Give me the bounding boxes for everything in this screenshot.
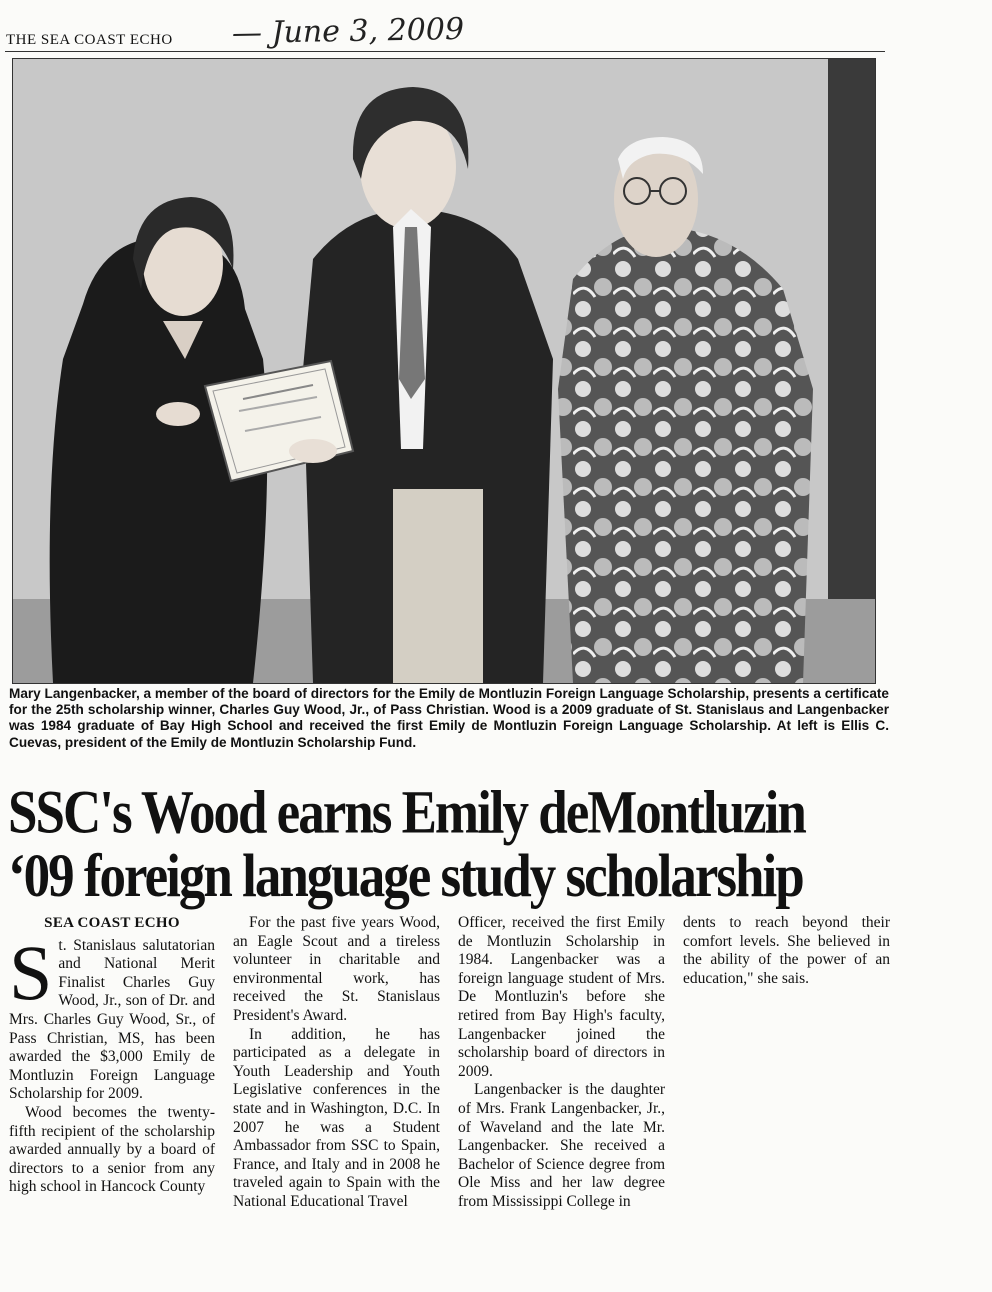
byline: SEA COAST ECHO <box>44 915 180 931</box>
article-column-4 <box>683 914 890 988</box>
drop-cap: S <box>9 928 53 1016</box>
paragraph: dents to reach beyond their comfort levels. She believed in the ability of the power of an education," she sais. <box>683 914 890 987</box>
news-photo <box>12 58 876 684</box>
headline-line-2: ‘09 foreign language study scholarship <box>8 842 803 910</box>
door-frame <box>828 59 875 683</box>
article-column-3 <box>458 914 665 1212</box>
paragraph: In addition, he has participated as a delegate in Youth Leadership and Youth Legislative conferences in the state and in Washington, D.C. In 2007 he was a Student Ambassador from SSC to Spain, France, and Italy and in 2008 he traveled again to Spain with the National Educational Travel <box>233 1025 440 1210</box>
article-column-2 <box>233 914 440 1212</box>
handwritten-date: — June 3, 2009 <box>231 11 465 52</box>
paragraph: Wood becomes the twenty-fifth recipient of the scholarship awarded annually by a board of directors to a senior from any high school in Hancock County <box>9 1103 215 1196</box>
photo-caption: Mary Langenbacker, a member of the board of directors for the Emily de Montluzin Foreign Language Scholarship, presents a certificate for the 25th scholarship winner, Charles Guy Wood, Jr., of Pass Christian. Wood is a 2009 graduate of St. Stanislaus and Langenbacker was 1984 graduate of Bay High School and received the first Emily de Montluzin Foreign Language Scholarship. At left is Ellis C. Cuevas, president of the Emily de Montluzin Scholarship Fund. <box>9 686 889 750</box>
header-rule <box>5 51 885 52</box>
article-headline <box>8 779 898 910</box>
paragraph: Officer, received the first Emily de Montluzin Scholarship in 1984. Langenbacker was a foreign language student of Mrs. De Montluzin's before she retired from Bay High's faculty, Langenbacker joined the scholarship board of directors in 2009. <box>458 914 665 1080</box>
photo-illustration <box>13 59 875 683</box>
publication-name: THE SEA COAST ECHO <box>6 32 173 48</box>
paragraph: For the past five years Wood, an Eagle Scout and a tireless volunteer in charitable and environmental work, has received the St. Stanislaus President's Award. <box>233 914 440 1024</box>
paragraph-text: t. Stanislaus salutatorian and National Merit Finalist Charles Guy Wood, Jr., son of Dr. and Mrs. Charles Guy Wood, Sr., of Pass Christian, MS, has been awarded the $3,000 Emily de Montluzin Foreign Language Scholarship for 2009. <box>9 936 215 1103</box>
paragraph: Langenbacker is the daughter of Mrs. Frank Langenbacker, Jr., of Waveland and the late Mr. Langenbacker. She received a Bachelor of Science degree from Ole Miss and her law degree from Mississippi College in <box>458 1081 665 1210</box>
paragraph <box>9 928 215 1104</box>
article-column-1 <box>9 914 215 1197</box>
headline-line-1: SSC's Wood earns Emily deMontluzin <box>8 779 805 847</box>
